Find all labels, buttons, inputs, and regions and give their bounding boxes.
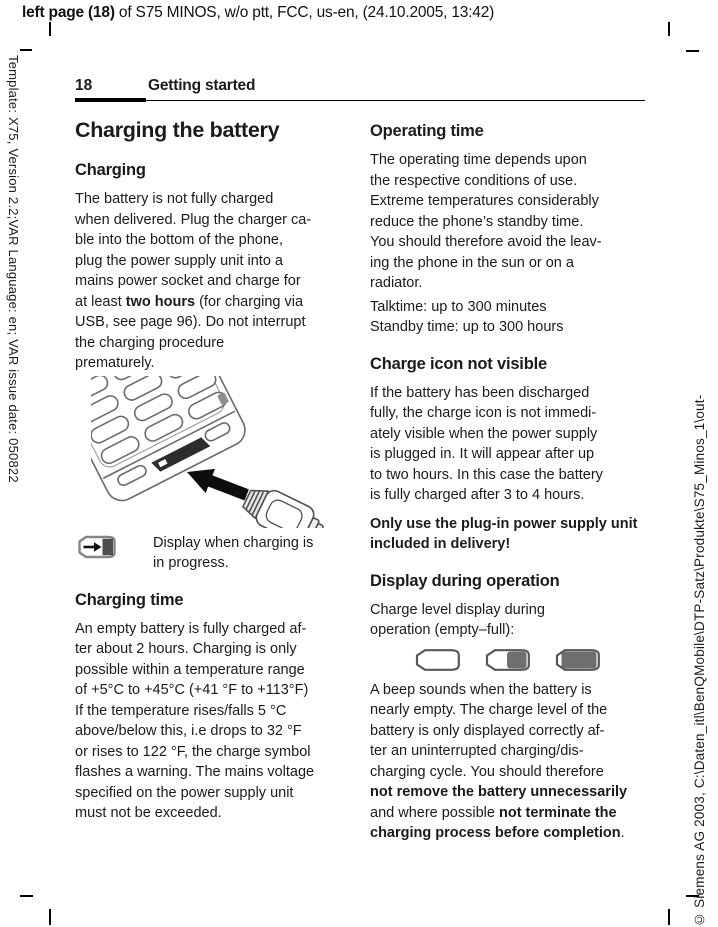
left-column [75,115,347,824]
battery-charging-icon [75,533,153,574]
text-line: Talktime: up to 300 minutes [370,298,547,315]
print-file-info: of S75 MINOS, w/o ptt, FCC, us-en, (24.10.2005, 13:42) [114,4,495,21]
text-line: ately visible when the power supply [370,425,598,442]
battery-half-icon [484,649,530,671]
text-line: Standby time: up to 300 hours [370,319,564,335]
text-line: mains power socket and charge for [75,273,301,289]
battery-empty-icon [414,649,460,671]
text-line: specified on the power supply unit [75,784,294,801]
text-line: prematurely. [75,355,155,371]
paragraph-power-supply-warning [370,514,647,555]
text-line: If the battery has been discharged [370,384,590,401]
text-line: You should therefore avoid the leav- [370,234,602,250]
header-rule-thick [75,98,146,102]
text-line: included in delivery! [370,536,511,552]
heading-charge-icon: Charge icon not visible [370,354,547,373]
text-line: of +5°C to +45°C (+41 °F to +113°F) [75,682,309,698]
text-line: charging process before completion. [370,825,625,841]
charging-display-note [75,533,347,574]
text-line: flashes a warning. The mains voltage [75,764,315,780]
charger-plug [232,480,343,527]
text-line: or rises to 122 °F, the charge symbol [75,743,311,760]
text-line: is plugged in. It will appear after up [370,446,595,462]
text-line: Only use the plug-in power supply unit [370,515,638,532]
heading-charging: Charging [75,161,146,179]
text-line: A beep sounds when the battery is [370,681,592,698]
text-line: to two hours. In this case the battery [370,466,603,483]
text-line: USB, see page 96). Do not interrupt [75,314,306,330]
text-line: in progress. [153,555,229,571]
text-line: reduce the phone’s standby time. [370,213,584,230]
battery-level-icons [414,648,647,672]
right-column [370,115,647,844]
text-line: at least two hours (for charging via [75,293,304,310]
crop-mark [49,909,51,925]
text-line: An empty battery is fully charged af- [75,620,307,637]
header-rule-thin [146,100,645,102]
paragraph-beep-warning [370,680,647,844]
paragraph-charging [75,189,347,374]
text-line: plug the power supply unit into a [75,252,283,269]
text-line: ter about 2 hours. Charging is only [75,641,297,657]
battery-full-icon [554,649,600,671]
text-line: ing the phone in the sun or on a [370,254,574,271]
page-number: 18 [75,77,93,94]
text-line: operation (empty–full): [370,622,515,638]
text-line: battery is only displayed correctly af- [370,722,605,739]
chapter-title: Getting started [148,77,256,94]
heading-display-operation: Display during operation [370,571,560,590]
text-line: The battery is not fully charged [75,191,274,207]
crop-mark [49,22,51,36]
text-line: the respective conditions of use. [370,172,578,189]
text-line: possible within a temperature range [75,661,305,678]
text-line: fully, the charge icon is not immedi- [370,405,597,421]
heading-operating-time: Operating time [370,122,484,140]
copyright-path-sidenote: © Siemens AG 2003, C:\Daten_itl\BenQMobile\DTP-Satz\Produkte\S75_Minos_1\out- [692,394,707,927]
text-line: If the temperature rises/falls 5 °C [75,702,287,719]
text-line: Charge level display during [370,601,545,618]
text-line: must not be exceeded. [75,805,222,821]
text-line: The operating time depends upon [370,152,587,168]
paragraph-talktime [370,297,647,338]
text-line: charging cycle. You should therefore [370,763,604,780]
crop-mark [686,50,699,52]
text-line: above/below this, i.e drops to 32 °F [75,723,302,739]
heading-charging-time: Charging time [75,590,184,609]
text-line: and where possible not terminate the [370,804,617,821]
text-line: radiator. [370,275,423,291]
note-text [153,533,347,574]
phone-charger-drawing [91,376,343,528]
article-title: Charging the battery [75,118,280,142]
phone-charger-illustration [91,376,343,528]
paragraph-operating-time [370,150,647,294]
paragraph-charging-time [75,619,347,824]
print-page-label: left page (18) [22,4,115,21]
text-line: is fully charged after 3 to 4 hours. [370,487,585,503]
text-line: Extreme temperatures considerably [370,193,599,209]
text-line: the charging procedure [75,334,225,351]
text-line: not remove the battery unnecessarily [370,784,628,800]
crop-mark [20,49,32,51]
text-line: Display when charging is [153,534,314,551]
text-line: nearly empty. The charge level of the [370,702,608,718]
crop-mark [668,909,670,925]
crop-mark [20,895,33,897]
template-version-sidenote: Template: X75, Version 2.2;VAR Language: en; VAR issue date: 050822 [6,55,21,483]
paragraph-charge-level [370,600,647,641]
print-info-header [22,4,494,22]
text-line: ble into the bottom of the phone, [75,232,283,248]
text-line: when delivered. Plug the charger ca- [75,211,312,228]
text-line: ter an uninterrupted charging/dis- [370,743,584,759]
paragraph-charge-icon [370,383,647,506]
crop-mark [668,22,670,36]
